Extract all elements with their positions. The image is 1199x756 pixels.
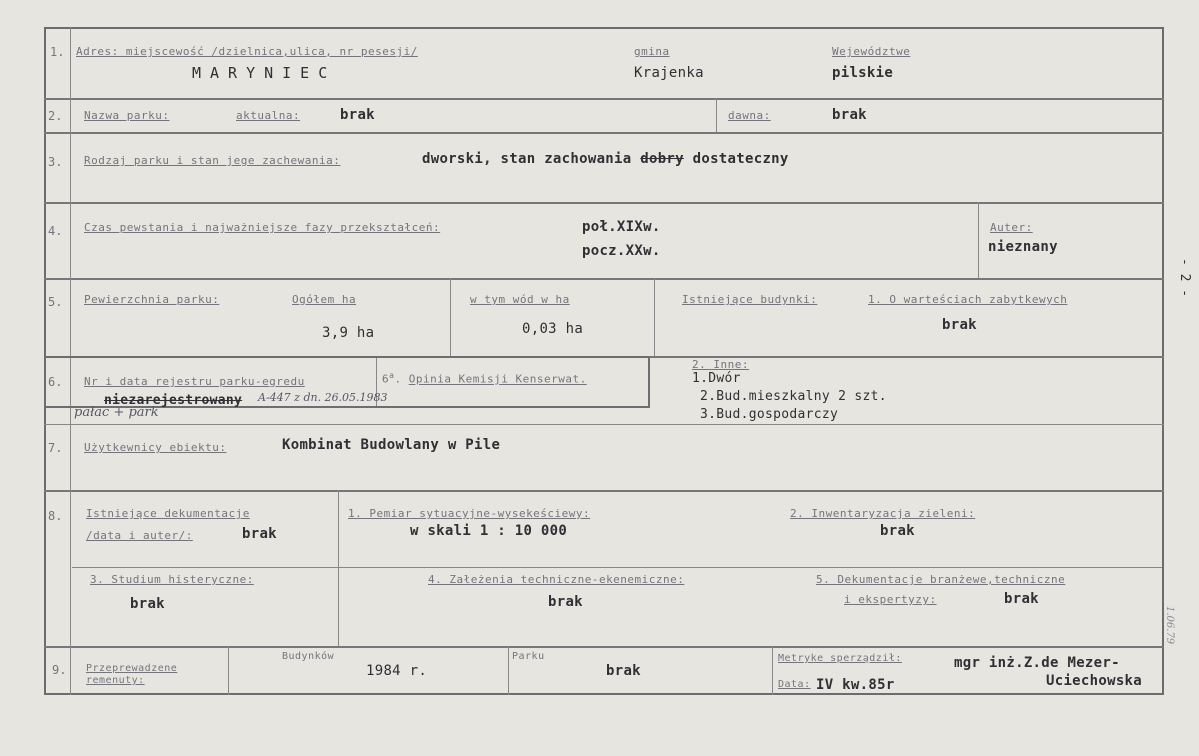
- renovations-label: Przeprewadzene: [86, 663, 178, 674]
- park-name-label: Nazwa parku:: [84, 109, 170, 122]
- address-value: MARYNIEC: [192, 64, 337, 82]
- other-building-2: 2.Bud.mieszkalny 2 szt.: [700, 389, 887, 404]
- survey-value: w skali 1 : 10 000: [410, 523, 568, 539]
- monuments-value: brak: [942, 317, 977, 333]
- park-renovation-label: Parku: [512, 651, 545, 662]
- survey-label: 1. Pemiar sytuacyjne-wysekeściewy:: [348, 507, 591, 520]
- struck-word: dobry: [640, 151, 684, 167]
- cell-divider: [978, 202, 979, 278]
- origin-label: Czas pewstania i najważniejsze fazy przekształceń:: [84, 221, 441, 234]
- author-label: Auter:: [990, 221, 1033, 234]
- register-value: niezarejestrowany: [104, 393, 243, 408]
- history-label: 3. Studium histeryczne:: [90, 573, 254, 586]
- documentation-value: brak: [242, 526, 277, 542]
- other-building-1: 1.Dwór: [692, 371, 741, 386]
- row-number: 3.: [48, 155, 63, 169]
- former-name-value: brak: [832, 107, 867, 123]
- renovations-sublabel: remenuty:: [86, 675, 145, 686]
- park-type-label: Rodzaj parku i stan jege zachewania:: [84, 154, 341, 167]
- branch-value: brak: [1004, 591, 1039, 607]
- origin-value-2: pocz.XXw.: [582, 243, 661, 259]
- greenery-value: brak: [880, 523, 915, 539]
- history-value: brak: [130, 596, 165, 612]
- branch-sublabel: i ekspertyzy:: [844, 593, 937, 606]
- handwritten-note: pałac + park: [74, 405, 159, 420]
- greenery-label: 2. Inwentaryzacja zieleni:: [790, 507, 976, 520]
- cell-divider: [654, 278, 655, 356]
- register-label: Nr i data rejestru parku-egredu: [84, 375, 305, 388]
- row-divider: [44, 132, 1164, 134]
- page-side-number: - 2 -: [1177, 258, 1192, 298]
- row-divider: [72, 567, 1162, 568]
- buildings-renovation-label: Budynków: [282, 651, 335, 662]
- cell-divider: [228, 646, 229, 695]
- author-value: nieznany: [988, 239, 1058, 255]
- current-name-label: aktualna:: [236, 109, 301, 122]
- voivodeship-value: pilskie: [832, 65, 894, 81]
- row-number: 1.: [50, 45, 65, 59]
- total-area-value: 3,9 ha: [322, 325, 375, 341]
- branch-label: 5. Dekumentacje branżewe,techniczne: [816, 573, 1066, 586]
- current-name-value: brak: [340, 107, 375, 123]
- row-number: 9.: [52, 663, 67, 677]
- other-buildings-label: 2. Inne:: [692, 358, 749, 371]
- date-label: Data:: [778, 679, 811, 690]
- row-divider: [44, 98, 1164, 100]
- park-renovation-value: brak: [606, 663, 641, 679]
- cell-divider: [716, 98, 717, 132]
- margin-note: 1.06.79: [1164, 606, 1175, 645]
- cell-divider: [508, 646, 509, 695]
- date-value: IV kw.85r: [816, 677, 895, 693]
- opinion-label: 6$^a$. Opinia Kemisji Kenserwat.: [382, 371, 587, 386]
- users-label: Użytkewnicy ebiektu:: [84, 441, 227, 454]
- row-divider: [44, 278, 1164, 280]
- address-label: Adres: miejscewość /dzielnica,ulica, nr pesesji/: [76, 45, 418, 58]
- row-number: 5.: [48, 295, 63, 309]
- technical-value: brak: [548, 594, 583, 610]
- compiler-value-line-2: Uciechowska: [1046, 673, 1143, 689]
- other-building-3: 3.Bud.gospodarczy: [700, 407, 839, 422]
- row-number: 4.: [48, 224, 63, 238]
- row-number: 2.: [48, 109, 63, 123]
- register-handwritten: A-447 z dn. 26.05.1983: [258, 391, 388, 404]
- voivodeship-label: Wejewództwe: [832, 45, 911, 58]
- cell-divider: [338, 490, 339, 646]
- compiler-value: mgr inż.Z.de Mezer-: [954, 655, 1120, 671]
- municipality-value: Krajenka: [634, 65, 704, 81]
- former-name-label: dawna:: [728, 109, 771, 122]
- row-number: 8.: [48, 509, 63, 523]
- row-number: 6.: [48, 375, 63, 389]
- water-area-value: 0,03 ha: [522, 321, 584, 337]
- park-type-value: dworski, stan zachowania dobry dostateczny: [422, 151, 789, 167]
- total-area-label: Ogółem ha: [292, 293, 357, 306]
- row-divider: [44, 490, 1164, 492]
- cell-divider: [450, 278, 451, 356]
- monuments-label: 1. O warteściach zabytkewych: [868, 293, 1068, 306]
- documentation-sublabel: /data i auter/:: [86, 529, 193, 542]
- buildings-renovation-value: 1984 r.: [366, 663, 428, 679]
- municipality-label: gmina: [634, 45, 670, 58]
- water-area-label: w tym wód w ha: [470, 293, 570, 306]
- row-number: 7.: [48, 441, 63, 455]
- row-divider: [44, 202, 1164, 204]
- cell-divider: [772, 646, 773, 695]
- documentation-label: Istniejące dekumentacje: [86, 507, 250, 520]
- buildings-label: Istniejące budynki:: [682, 293, 818, 306]
- users-value: Kombinat Budowlany w Pile: [282, 437, 501, 453]
- technical-label: 4. Załeżenia techniczne-ekenemiczne:: [428, 573, 685, 586]
- area-label: Pewierzchnia parku:: [84, 293, 220, 306]
- row-divider: [44, 424, 1164, 425]
- compiler-label: Metryke sperządził:: [778, 653, 902, 664]
- row-divider: [44, 646, 1164, 648]
- origin-value-1: poł.XIXw.: [582, 219, 661, 235]
